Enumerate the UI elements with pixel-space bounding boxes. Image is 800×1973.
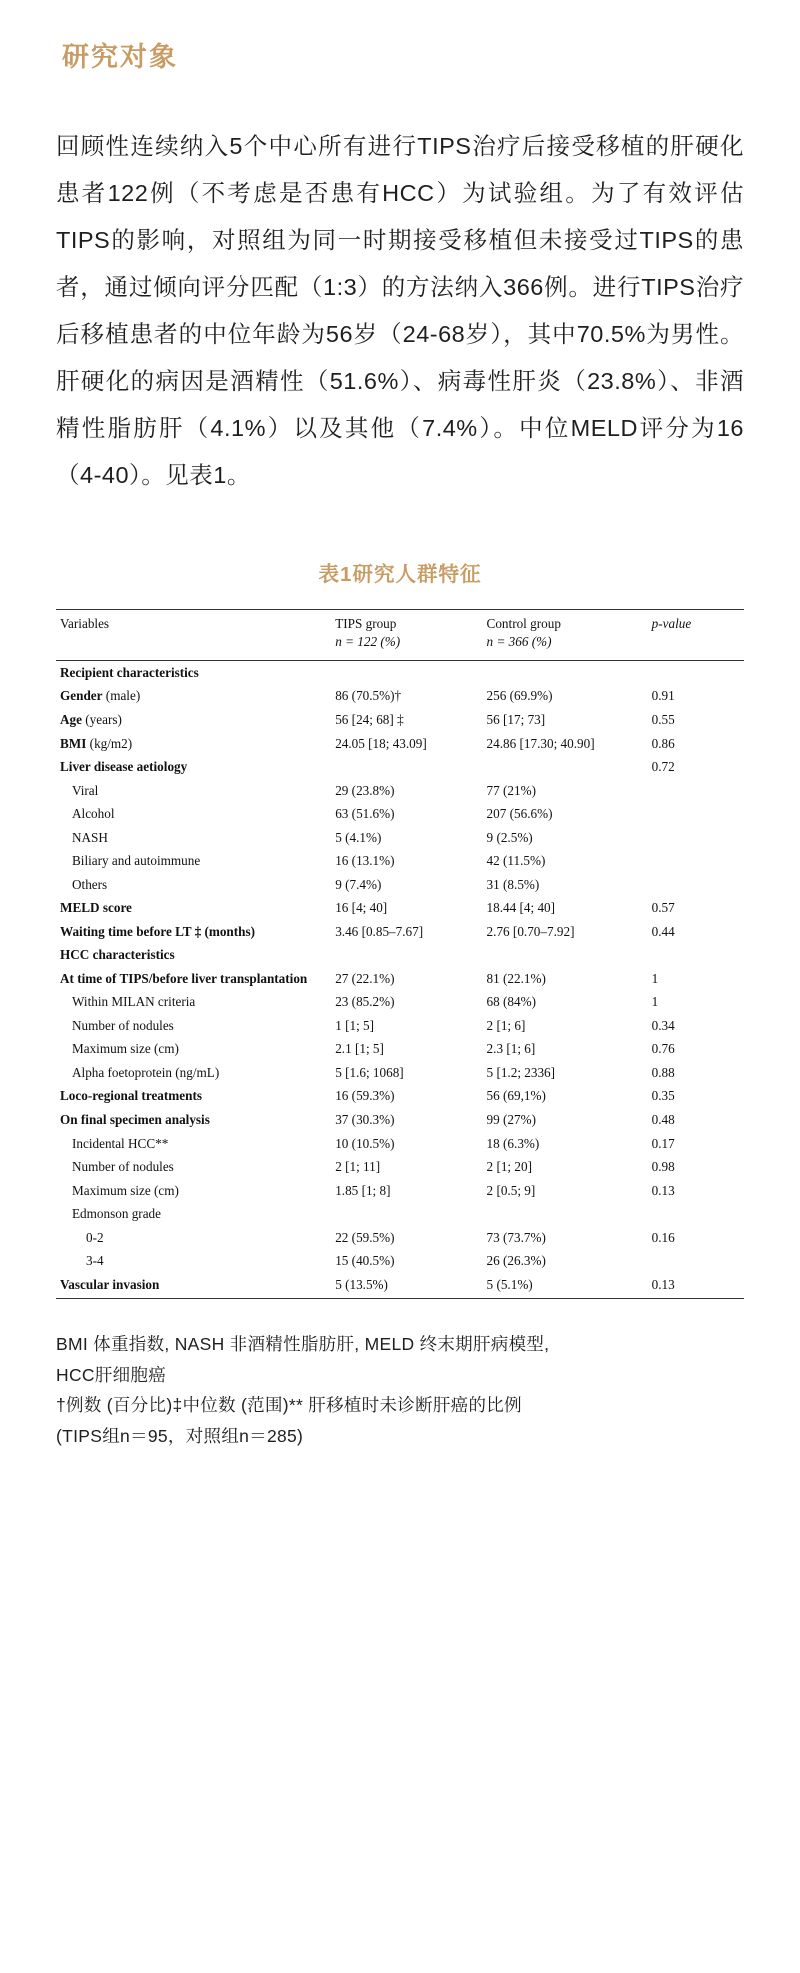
- row-value-control: 73 (73.7%): [486, 1229, 546, 1245]
- row-value-p: 0.91: [651, 688, 675, 704]
- row-value-tips: 5 (4.1%): [335, 829, 382, 845]
- column-header-tips-group: TIPS group n = 122 (%): [331, 610, 482, 661]
- row-value-control: 2 [0.5; 9]: [486, 1182, 536, 1198]
- table-title: 表1研究人群特征: [318, 563, 482, 587]
- row-label: NASH: [72, 829, 108, 845]
- table-row: [56, 943, 744, 967]
- row-value-control: 18 (6.3%): [486, 1135, 540, 1151]
- row-value-p: 0.72: [651, 759, 675, 775]
- table-row: [56, 920, 744, 944]
- table-row: [56, 708, 744, 732]
- row-label: Others: [72, 876, 108, 892]
- row-value-p: 0.16: [651, 1229, 675, 1245]
- row-value-tips: 10 (10.5%): [335, 1135, 395, 1151]
- row-value-p: 0.55: [651, 711, 675, 727]
- row-label: Liver disease aetiology: [60, 759, 188, 775]
- table-row: [56, 731, 744, 755]
- row-value-control: [483, 1202, 648, 1226]
- row-value-p: [648, 802, 744, 826]
- table-row: [56, 873, 744, 897]
- row-value-control: 24.86 [17.30; 40.90]: [486, 735, 595, 751]
- row-value-tips: 2.1 [1; 5]: [335, 1041, 384, 1057]
- row-value-tips: [331, 660, 482, 684]
- row-label: Viral: [72, 782, 99, 798]
- row-label: Biliary and autoimmune: [72, 853, 201, 869]
- row-value-p: 0.88: [651, 1064, 675, 1080]
- row-label: BMI (kg/m2): [60, 735, 133, 751]
- row-value-p: 0.13: [651, 1182, 675, 1198]
- row-value-control: 68 (84%): [486, 994, 536, 1010]
- row-value-control: 26 (26.3%): [486, 1253, 546, 1269]
- row-label: Waiting time before LT ‡ (months): [60, 923, 256, 939]
- row-value-control: 256 (69.9%): [486, 688, 553, 704]
- row-label: Recipient characteristics: [60, 664, 199, 680]
- row-value-p: 1: [651, 994, 659, 1010]
- row-value-p: 0.34: [651, 1017, 675, 1033]
- table-row: [56, 778, 744, 802]
- row-label: MELD score: [60, 900, 132, 916]
- row-value-tips: 1.85 [1; 8]: [335, 1182, 391, 1198]
- row-value-control: 2.76 [0.70–7.92]: [486, 923, 575, 939]
- table-row: [56, 1225, 744, 1249]
- table-row: [56, 896, 744, 920]
- table-header-row: [56, 610, 744, 661]
- table-row: [56, 684, 744, 708]
- row-value-control: 5 [1.2; 2336]: [486, 1064, 556, 1080]
- row-value-tips: 16 (59.3%): [335, 1088, 395, 1104]
- table-footnotes: [56, 1329, 744, 1452]
- row-value-tips: 56 [24; 68] ‡: [335, 711, 404, 727]
- footnote-line-4: (TIPS组n＝95，对照组n＝285): [56, 1425, 304, 1446]
- row-value-tips: [331, 755, 482, 779]
- row-label: Number of nodules: [72, 1159, 174, 1175]
- table-row: [56, 1037, 744, 1061]
- row-value-control: [483, 660, 648, 684]
- table-row: [56, 1084, 744, 1108]
- row-value-p: [648, 825, 744, 849]
- row-label: Maximum size (cm): [72, 1182, 179, 1198]
- table-row: [56, 1249, 744, 1273]
- row-value-tips: 27 (22.1%): [335, 970, 395, 986]
- table-row: [56, 1108, 744, 1132]
- table-row: [56, 990, 744, 1014]
- row-value-tips: 2 [1; 11]: [335, 1159, 381, 1175]
- table-row: [56, 967, 744, 991]
- row-value-tips: 29 (23.8%): [335, 782, 395, 798]
- row-value-control: 31 (8.5%): [486, 876, 540, 892]
- table-row: [56, 849, 744, 873]
- row-label: Alcohol: [72, 806, 115, 822]
- row-value-control: 56 (69,1%): [486, 1088, 546, 1104]
- row-value-control: 2 [1; 6]: [486, 1017, 526, 1033]
- row-value-tips: 24.05 [18; 43.09]: [335, 735, 427, 751]
- row-value-p: 0.76: [651, 1041, 675, 1057]
- table-row: [56, 825, 744, 849]
- row-value-p: [648, 660, 744, 684]
- row-value-tips: 9 (7.4%): [335, 876, 382, 892]
- column-header-tips-group-n: n = 122 (%): [335, 633, 401, 649]
- table-row: [56, 660, 744, 684]
- row-value-tips: 15 (40.5%): [335, 1253, 395, 1269]
- footnote-line-2: HCC肝细胞癌: [56, 1364, 167, 1385]
- row-value-p: 0.13: [648, 1273, 744, 1299]
- row-value-p: [648, 1202, 744, 1226]
- row-label: Edmonson grade: [72, 1206, 161, 1222]
- row-value-p: [648, 943, 744, 967]
- row-value-tips: 86 (70.5%)†: [335, 688, 402, 704]
- row-value-tips: 5 (13.5%): [331, 1273, 482, 1299]
- table-body: [56, 660, 744, 1298]
- row-label: Number of nodules: [72, 1017, 174, 1033]
- table-row: [56, 1131, 744, 1155]
- row-label: Maximum size (cm): [72, 1041, 179, 1057]
- row-value-tips: 23 (85.2%): [335, 994, 395, 1010]
- row-value-control: [483, 943, 648, 967]
- row-label: 0-2: [86, 1229, 104, 1245]
- row-value-p: 0.17: [651, 1135, 675, 1151]
- row-value-tips: 63 (51.6%): [335, 806, 395, 822]
- row-value-p: [648, 873, 744, 897]
- row-label: Within MILAN criteria: [72, 994, 196, 1010]
- row-value-p: 0.98: [651, 1159, 675, 1175]
- row-value-p: [648, 778, 744, 802]
- row-value-p: 0.35: [651, 1088, 675, 1104]
- column-header-variables: Variables: [56, 610, 331, 661]
- row-value-p: 0.86: [651, 735, 675, 751]
- footnote-line-1: BMI 体重指数, NASH 非酒精性脂肪肝, MELD 终末期肝病模型,: [56, 1333, 550, 1354]
- row-value-tips: 1 [1; 5]: [335, 1017, 375, 1033]
- row-value-p: [648, 849, 744, 873]
- table-header: [56, 610, 744, 661]
- row-value-control: 5 (5.1%): [483, 1273, 648, 1299]
- table-row: [56, 1273, 744, 1299]
- row-label: 3-4: [86, 1253, 104, 1269]
- row-label: Incidental HCC**: [72, 1135, 169, 1151]
- row-value-control: 42 (11.5%): [486, 853, 546, 869]
- row-value-tips: 22 (59.5%): [335, 1229, 395, 1245]
- row-value-control: 2 [1; 20]: [486, 1159, 532, 1175]
- table-row: [56, 1061, 744, 1085]
- row-label: At time of TIPS/before liver transplantation: [60, 970, 308, 986]
- row-value-tips: [331, 1202, 482, 1226]
- table-row: [56, 1155, 744, 1179]
- row-value-p: [648, 1249, 744, 1273]
- row-value-tips: 16 [4; 40]: [335, 900, 388, 916]
- table-row: [56, 755, 744, 779]
- column-header-p-value: p-value: [648, 610, 744, 661]
- row-label: HCC characteristics: [60, 947, 175, 963]
- row-value-p: 1: [651, 970, 659, 986]
- table-row: [56, 802, 744, 826]
- row-value-tips: [331, 943, 482, 967]
- table-row: [56, 1178, 744, 1202]
- row-label: Loco-regional treatments: [60, 1088, 202, 1104]
- row-value-tips: 5 [1.6; 1068]: [335, 1064, 404, 1080]
- row-value-control: 9 (2.5%): [486, 829, 533, 845]
- study-population-table: [56, 609, 744, 1299]
- row-value-control: 99 (27%): [486, 1112, 536, 1127]
- table-row: [56, 1014, 744, 1038]
- row-value-p: 0.48: [651, 1112, 675, 1127]
- row-label: Gender (male): [60, 688, 141, 704]
- column-header-control-group-n: n = 366 (%): [486, 633, 552, 649]
- row-value-tips: 37 (30.3%): [335, 1112, 395, 1127]
- row-value-control: [483, 755, 648, 779]
- row-value-control: 81 (22.1%): [486, 970, 546, 986]
- row-value-control: 77 (21%): [486, 782, 536, 798]
- body-paragraph: 回顾性连续纳入5个中心所有进行TIPS治疗后接受移植的肝硬化患者122例（不考虑是否患有HCC）为试验组。为了有效评估TIPS的影响，对照组为同一时期接受移植但未接受过TIPS的患者，通过倾向评分匹配（1:3）的方法纳入366例。进行TIPS治疗后移植患者的中位年龄为56岁（24-68岁），其中70.5%为男性。肝硬化的病因是酒精性（51.6%）、病毒性肝炎（23.8%）、非酒精性脂肪肝（4.1%）以及其他（7.4%）。中位MELD评分为16（4-40）。见表1。: [56, 133, 744, 489]
- row-value-control: 18.44 [4; 40]: [486, 900, 556, 916]
- section-heading: 研究对象: [62, 42, 178, 72]
- row-value-control: 56 [17; 73]: [486, 711, 546, 727]
- row-value-tips: 3.46 [0.85–7.67]: [335, 923, 424, 939]
- row-label: On final specimen analysis: [60, 1112, 210, 1127]
- row-label: Alpha foetoprotein (ng/mL): [72, 1064, 220, 1080]
- column-header-control-group: Control group n = 366 (%): [483, 610, 648, 661]
- row-value-tips: 16 (13.1%): [335, 853, 395, 869]
- row-value-control: 207 (56.6%): [486, 806, 553, 822]
- row-value-p: 0.57: [651, 900, 675, 916]
- table-row: [56, 1202, 744, 1226]
- row-value-control: 2.3 [1; 6]: [486, 1041, 536, 1057]
- row-value-p: 0.44: [651, 923, 675, 939]
- row-label: Vascular invasion: [56, 1273, 331, 1299]
- row-label: Age (years): [60, 711, 122, 727]
- footnote-line-3: †例数 (百分比)‡中位数 (范围)** 肝移植时未诊断肝癌的比例: [56, 1395, 522, 1416]
